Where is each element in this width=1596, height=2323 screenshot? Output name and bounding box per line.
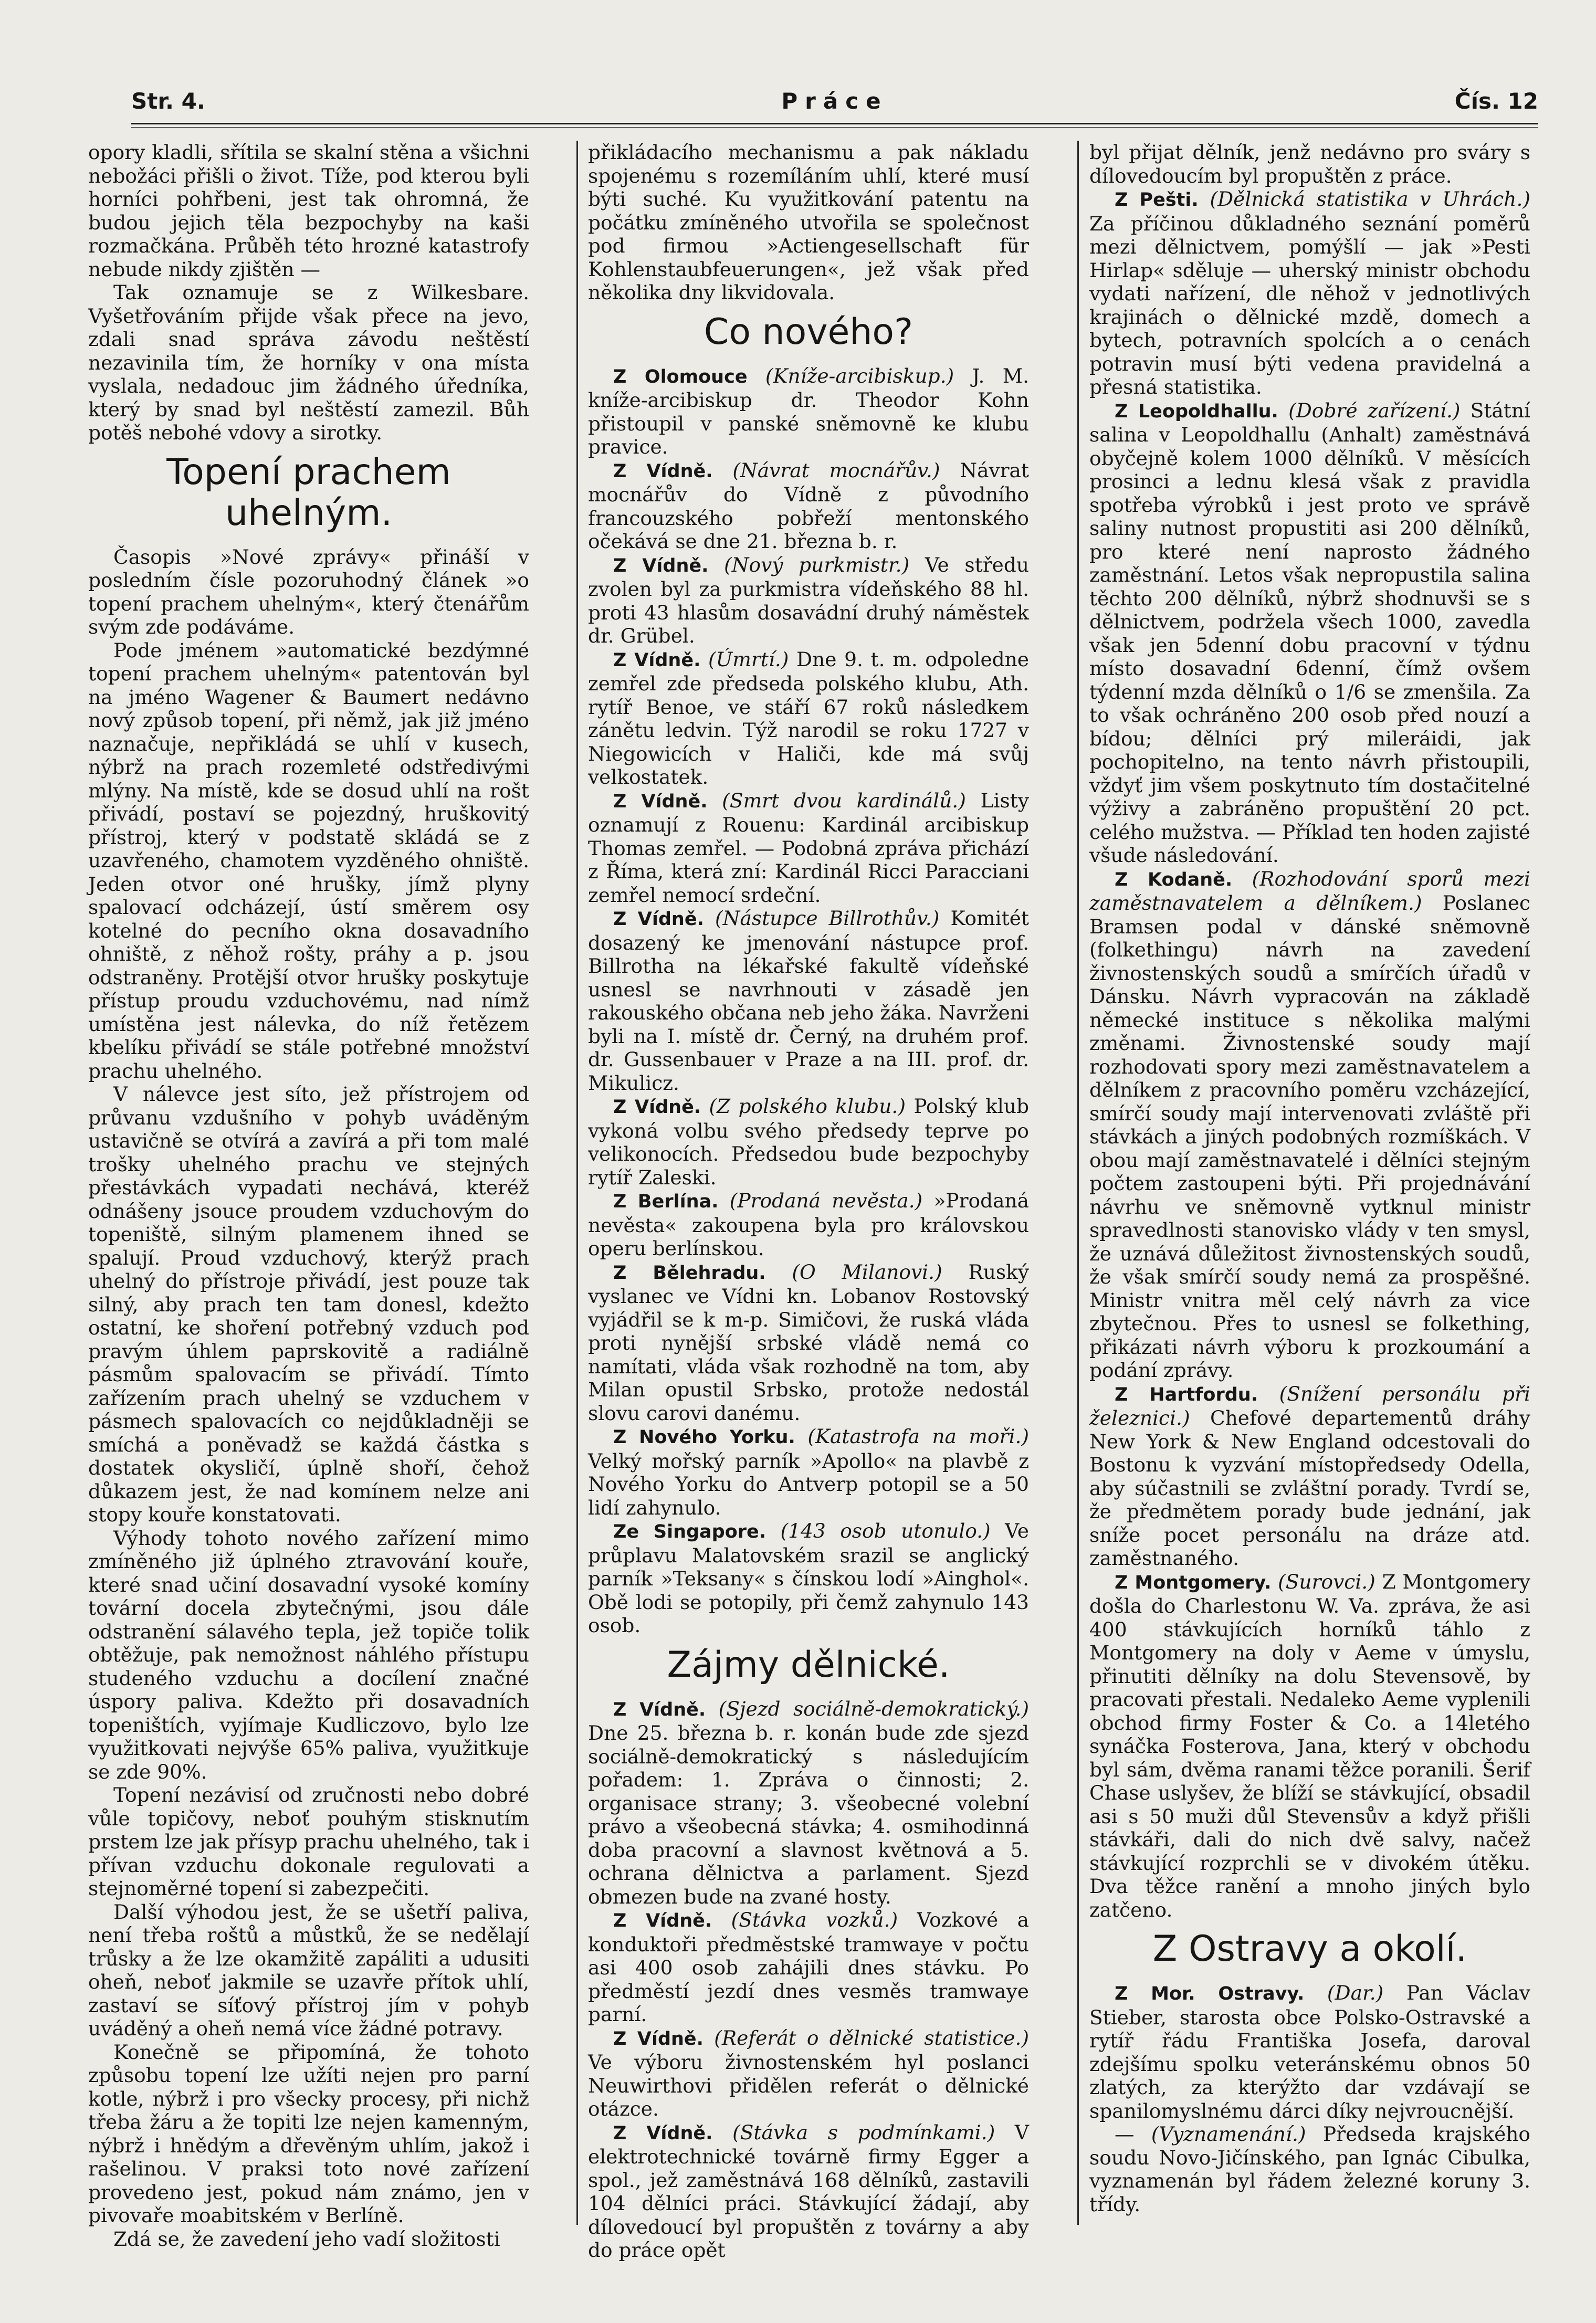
news-item: [588, 1908, 1029, 2026]
news-item: [588, 1189, 1029, 1260]
news-item: [1089, 1570, 1530, 1922]
news-subtitle: (Stávka s podmínkami.): [732, 2120, 995, 2144]
news-subtitle: (Úmrtí.): [708, 647, 789, 671]
news-place: Z Vídně.: [613, 555, 709, 576]
news-subtitle: (Dar.): [1327, 1981, 1384, 2004]
column-divider-2: [1077, 141, 1079, 2225]
news-subtitle: (Sjezd sociálně-demokratický.): [718, 1697, 1030, 1720]
news-text: Komitét dosazený ke jmenování nástupce prof. Billrotha na lékařské fakultě vídeňské usnesl se navrhnouti v zásadě jen rakouského občana neb jeho žáka. Navrženi byli na I. místě dr. Černý, na druhém prof. dr. Gussenbauer v Praze a na III. prof. dr. Mikulicz.: [588, 907, 1030, 1095]
news-item: [1089, 867, 1530, 1382]
news-text: Listy oznamují z Rouenu: Kardinál arcibiskup Thomas zemřel. — Podobná zpráva přichází z Říma, která zní: Kardinál Ricci Paracciani zemřel nemocí srdeční.: [588, 789, 1030, 907]
issue-number: Čís. 12: [1454, 88, 1538, 114]
news-text: Velký mořský parník »Apollo« na plavbě z Nového Yorku do Antverp potopil se a 50 lidí zahynulo.: [588, 1449, 1029, 1519]
paragraph: Další výhodou jest, že se ušetří paliva, není třeba roštů a můstků, že se nedělají trůsky a že lze okamžitě zapáliti a udusiti oheň, neboť jakmile se uzavře přítok uhlí, zastaví se síťový přístroj jím v pohyb uváděný a oheň nemá více žádné potravy.: [88, 1900, 529, 2040]
paragraph: Výhody tohoto nového zařízení mimo zmíněného již úplného ztravování kouře, které snad učiní dosavadní vysoké komíny tovární docela zbytečnými, jsou dále odstranění sálavého tepla, jež topiče tolik obtěžuje, pak nemožnost náhlého přístupu studeného vzduchu a docílení značné úspory paliva. Kdežto při dosavadních topeništích, vyjímaje Kudliczovo, bylo lze využitkovati nejvýše 65% paliva, využitkuje se zde 90%.: [88, 1526, 529, 1783]
news-list: [588, 364, 1029, 1637]
news-text: »Prodaná nevěsta« zakoupena byla pro královskou operu berlínskou.: [588, 1189, 1029, 1260]
news-place: Z Bělehradu.: [613, 1262, 766, 1284]
news-text: Ve průplavu Malatovském srazil se anglický parník »Teksany« s čínskou lodí »Ainghol«. Obě lodi se potopily, při čemž zahynulo 143 osob.: [588, 1519, 1030, 1637]
news-text: Ruský vyslanec ve Vídni kn. Lobanov Rostovský vyjádřil se k m-p. Simičovi, že ruská vláda proti nynější srbské vládě nemá co namítati, vláda však rozhodně na tom, aby Milan opustil Srbsko, protože nedostál slovu carovi danému.: [588, 1260, 1030, 1425]
paragraph: přikládacího mechanismu a pak nákladu spojenému s rozemíláním uhlí, které musí býti suché. Ku využitkování patentu na počátku zmíněného utvořila se společnost pod firmou »Actiengesellschaft für Kohlenstaubfeuerungen«, jež však před několika dny likvidovala.: [588, 141, 1029, 304]
news-item: [1089, 1382, 1530, 1570]
news-subtitle: (Návrat mocnářův.): [732, 458, 940, 482]
news-subtitle: (Dělnická statistika v Uhrách.): [1210, 187, 1531, 211]
news-subtitle: (Z polského klubu.): [709, 1095, 906, 1118]
news-text: Dne 9. t. m. odpoledne zemřel zde předseda polského klubu, Ath. rytíř Benoe, ve stáří 67 roků následkem zánětu ledvin. Týž narodil se roku 1727 v Niegowicích v Haliči, kde má svůj velkostatek.: [588, 647, 1030, 789]
article-heading: Topení prachem uhelným.: [166, 451, 451, 534]
news-subtitle: (Katastrofa na moři.): [807, 1425, 1030, 1448]
page-header: [131, 88, 1538, 120]
news-item: [1089, 1981, 1530, 2122]
news-place: Z Vídně.: [613, 1910, 712, 1931]
paragraph: Konečně se připomíná, že tohoto způsobu topení lze užíti nejen pro parní kotle, nýbrž i pro všecky procesy, při nichž třeba žáru a že topiti lze nejen kamenným, nýbrž i hnědým a dřevěným uhlím, jakož i rašelinou. V praksi toto nové zařízení provedeno jest, pokud nám známo, jen v pivovaře moabitském v Berlíně.: [88, 2040, 529, 2227]
news-subtitle: (Smrt dvou kardinálů.): [722, 789, 966, 812]
news-item: [1089, 2122, 1530, 2216]
news-item: [588, 1260, 1029, 1425]
news-place: Z Montgomery.: [1115, 1572, 1272, 1593]
header-rule-thick: [131, 123, 1538, 124]
news-text: V elektrotechnické továrně firmy Egger a spol., jež zaměstnává 168 dělníků, zastavili 104 dělníci práci. Stávkující žádají, aby dílovedoucí byl propuštěn z továrny a aby do práce opět: [588, 2120, 1029, 2262]
paragraph: opory kladli, sřítila se skalní stěna a všichni nebožáci přišli o život. Tíže, pod kterou byli horníci pohřbeni, jest tak ohromná, že budou jejich těla bezpochyby na kaši rozmačkána. Průběh této hrozné katastrofy nebude nikdy zjištěn —: [88, 141, 529, 281]
news-item: [588, 2026, 1029, 2121]
news-item: [588, 648, 1029, 789]
newspaper-title: Práce: [781, 88, 888, 114]
news-place: Z Nového Yorku.: [613, 1427, 795, 1448]
news-item: [1089, 399, 1530, 867]
news-place: Z Vídně.: [613, 460, 713, 482]
section-heading: Co nového?: [704, 311, 914, 353]
news-item: [588, 1697, 1029, 1909]
paragraph: Zdá se, že zavedení jeho vadí složitosti: [113, 2227, 500, 2251]
news-text: Za příčinou důkladného seznání poměrů mezi dělnictvem, pomýšlí — jak »Pesti Hirlap« sděluje — uherský ministr obchodu vydati nařízení, dle něhož v jednotlivých krajinách o dělnické mzdě, domech a bytech, potravních spolcích a o cenách potravin musí býti vedena pravidelná a přesná statistika.: [1089, 212, 1530, 398]
news-text: Polský klub vykoná volbu svého předsedy teprve po velikonocích. Předsedou bude bezpochyby rytíř Zaleski.: [588, 1095, 1030, 1189]
paragraph: Topení nezávisí od zručnosti nebo dobré vůle topičovy, neboť pouhým stisknutím prstem lze jak přísyp prachu uhelného, tak i přívan vzduchu dokonale regulovati a stejnoměrné topení si zabezpečiti.: [88, 1783, 529, 1900]
news-item: [588, 364, 1029, 459]
news-place: Z Kodaně.: [1115, 869, 1233, 890]
news-place: Ze Singapore.: [613, 1521, 766, 1542]
paragraph: Časopis »Nové zprávy« přináší v posledním čísle pozoruhodný článek »o topení prachem uhelným«, který čtenářům svým zde podáváme.: [88, 545, 529, 638]
news-text: Poslanec Bramsen podal v dánské sněmovně (folkethingu) návrh na zavedení živnostenských soudů a smírčích úřadů v Dánsku. Návrh vypracován na základě německé instituce s několika malými změnami. Živnostenské soudy mají rozhodovati spory mezi zaměstnavatelem a dělníkem z pracovního poměru vzcházející, smírčí soudy mají intervenovati zvláště při stávkách a jiných podobných rozmíškách. V obou mají zaměstnavatelé i dělníci stejným počtem zastoupeni býti. Při projednávání návrhu ve sněmovně vytknul ministr spravedlnosti stanovisko vlády v ten smysl, že uznává důležitost živnostenských soudů, že však smírčí soudy nemá za prospěšné. Ministr vnitra měl celý návrh za vice zbytečnou. Přes to usnesl se folkething, přikázati návrh výboru k prozkoumání a podání zprávy.: [1089, 891, 1531, 1382]
news-subtitle: (Nástupce Billrothův.): [715, 907, 940, 930]
news-subtitle: (Referát o dělnické statistice.): [714, 2026, 1029, 2049]
news-item: [588, 459, 1029, 553]
paragraph: V nálevce jest síto, jež přístrojem od průvanu vzdušního v pohyb uváděným ustavičně se otvírá a zavírá a při tom malé trošky uhelného prachu ve stejných přestávkách vypadati nechává, kteréž odnášeny jsouce proudem vzduchovým do topeniště, silným plamenem ihned se spalují. Proud vzduchový, kterýž prach uhelný do přístroje přivádí, jest pouze tak silný, aby prach ten tam donesl, kdežto ostatní, ke shoření potřebný vzduch pod pravým úhlem paprskovitě a radiálně pásmům spalovacím se přivádí. Tímto zařízením prach uhelný se vzduchem v pásmech spalovacích co nejdůkladněji se smíchá a poněvadž se každá částka s dostatek okysličí, úplně shoří, čehož důkazem jest, že nad komínem nelze ani stopy kouře konstatovati.: [88, 1082, 529, 1526]
news-place: Z Vídně.: [613, 791, 708, 812]
page-number: Str. 4.: [131, 88, 205, 114]
paragraph: byl přijat dělník, jenž nedávno pro sváry s dílovedoucím byl propuštěn z práce.: [1089, 141, 1530, 187]
news-place: Z Vídně.: [613, 909, 704, 930]
news-text: Dne 25. března b. r. konán bude zde sjezd sociálně-demokratický s následujícím pořadem: 1. Zpráva o činnosti; 2. organisace strany; 3. všeobecné volební právo a všeobecná stávka; 4. osmihodinná doba pracovní a slavnost květnová a 5. ochrana dělnictva a parlament. Sjezd obmezen bude na zvané hosty.: [588, 1721, 1029, 1908]
news-subtitle: (Vyznamenání.): [1151, 2122, 1306, 2146]
news-item: [588, 1095, 1029, 1189]
news-subtitle: (Prodaná nevěsta.): [729, 1189, 923, 1212]
news-subtitle: (O Milanovi.): [792, 1260, 942, 1284]
news-place: Z Vídně.: [613, 649, 701, 671]
news-text: Chefové departementů dráhy New York & New England odcestovali do Bostonu k vyzvání místopředsedy Odella, aby súčastnili se zvláštní porady. Tvrdí se, že předmětem porady bude jednání, jak sníže pocet personálu na dráze atd. zaměstnaného.: [1089, 1406, 1530, 1570]
news-item: [1089, 187, 1530, 399]
news-subtitle: (Dobré zařízení.): [1288, 398, 1461, 422]
news-text: J. M. kníže-arcibiskup dr. Theodor Kohn přistoupil v panské sněmovně ke klubu pravice.: [588, 364, 1030, 458]
paragraph: Tak oznamuje se z Wilkesbare. Vyšetřováním přijde však přece na jevo, zdali snad správa závodu neštěstí nezavinila tím, že horníky v ona místa vyslala, nedadouc jim žádného úředníka, který by snad byl neštěstí zamezil. Bůh potěš nebohé vdovy a sirotky.: [88, 281, 529, 444]
news-text: Státní salina v Leopoldhallu (Anhalt) zaměstnává obyčejně kolem 1000 dělníků. V měsících prosinci a lednu klesá však z pravidla spotřeba výrobků i jest proto ve správě saliny nutnost propustiti asi 200 dělníků, pro které není naprosto žádného zaměstnání. Letos však nepropustila salina těchto 200 dělníků, nýbrž shodnuvši se s dělnictvem, podržela všech 1000, zavedla však jen 5denní dobu pracovní v týdnu místo dosavadní 6denní, čímž ovšem týdenní mzda dělníků o 1/6 se zmenšila. Za to však ochráněno 200 osob před nouzí a bídou; dělníci prý mileráidi, jak pochopitelno, na tento návrh přistoupili, vždyť jim všem poskytnuto tím dostačitelné výživy a zabráněno propuštění 20 pct. celého mužstva. — Příklad ten hoden zajisté všude následování.: [1089, 398, 1531, 867]
news-place: Z Hartfordu.: [1115, 1384, 1258, 1405]
news-place: Z Vídně.: [613, 1097, 701, 1118]
section-heading: Z Ostravy a okolí.: [1152, 1928, 1467, 1970]
column-2: [588, 141, 1030, 2262]
news-item: [588, 1425, 1029, 1519]
news-item: [588, 1519, 1029, 1637]
news-subtitle: (Stávka vozků.): [731, 1908, 898, 1931]
news-text: Pan Václav Stieber, starosta obce Polsko-Ostravské a rytíř řádu Františka Josefa, daroval zdejšímu spolku veteránskému obnos 50 zlatých, za kterýžto dar vzdávají se spanilomyslnému dárci díky nejvroucnější.: [1089, 1981, 1530, 2122]
news-subtitle: (Rozhodování sporů mezi zaměstnavatelem a dělníkem.): [1089, 867, 1530, 915]
news-place: Z Olomouce: [613, 366, 748, 387]
paragraph: Pode jménem »automatické bezdýmné topení prachem uhelným« patentován byl na jméno Wagener & Baumert nedávno nový způsob topení, při němž, jak již jméno naznačuje, nepřikládá se uhlí v kusech, nýbrž na prach rozemleté odstředivými mlýny. Na místě, kde se dosud uhlí na rošt přivádí, postaví se pojezdný, hruškovitý přístroj, který v podstatě skládá se z uzavřeného, chamotem vyzděného ohniště. Jeden otvor oné hrušky, jímž plyny spalovací odcházejí, ústí směrem osy kotelné do pecního okna dosavadního ohniště, z něhož rošty, práhy a p. jsou odstraněny. Protější otvor hrušky poskytuje přístup proudu vzduchovému, nad nímž umístěna jest nálevka, do níž řetězem kbelíku přivádí se stále potřebné množství prachu uhelného.: [88, 638, 529, 1082]
labor-list: [588, 1697, 1029, 2262]
news-place: Z Vídně.: [613, 2122, 713, 2144]
column-3: [1089, 141, 1530, 2241]
column-divider-1: [576, 141, 578, 2225]
news-place: Z Pešti.: [1115, 190, 1199, 211]
news-text: Předseda krajského soudu Novo-Jičínského, pan Ignác Cibulka, vyznamenán byl řádem železné koruny 3. třídy.: [1089, 2122, 1530, 2216]
news-place: Z Vídně.: [613, 1699, 706, 1720]
news-item: [588, 907, 1029, 1095]
section-heading: Zájmy dělnické.: [667, 1644, 950, 1686]
news-subtitle: (143 osob utonulo.): [780, 1519, 991, 1542]
news-subtitle: (Nový purkmistr.): [724, 553, 910, 576]
news-text: Vozkové a konduktoři předměstské tramwaye v počtu asi 400 osob zahájili dnes stávku. Po předměstí jezdí dnes vesměs tramwaye parní.: [588, 1908, 1030, 2026]
news-text: Návrat mocnářův do Vídně z původního francouzského pobřeží mentonského očekává se dne 21. března b. r.: [588, 458, 1029, 553]
news-text: Z Montgomery došla do Charlestonu W. Va. zpráva, že asi 400 stávkujících horníků táhlo z Montgomery na doly v Aeme v úmyslu, přinutiti dělníky na dolu Stevensově, by pracovati přestali. Nedaleko Aeme vyplenili obchod firmy Foster & Co. a 14letého synáčka Fosterova, Jana, který v obchodu byl sám, dvěma ranami těžce poranili. Šerif Chase uslyšev, že blíží se stávkující, obsadil asi s 50 muži důl Stevensův a když přišli stávkáři, dali do nich dvě salvy, načež stávkující rozprchli se v divokém útěku. Dva těžce ranění a mnoho jiných bylo zatčeno.: [1089, 1570, 1530, 1921]
column-1: [88, 141, 529, 2251]
news-item: [588, 2121, 1029, 2262]
news-text: Ve středu zvolen byl za purkmistra vídeňského 88 hl. proti 43 hlasům dosavádní druhý náměstek dr. Grübel.: [588, 553, 1030, 647]
news-place: Z Vídně.: [613, 2028, 704, 2049]
news-subtitle: (Kníže-arcibiskup.): [765, 364, 954, 387]
news-subtitle: (Surovci.): [1278, 1570, 1376, 1593]
news-place: —: [1115, 2122, 1135, 2146]
news-subtitle: (Snížení personálu při železnici.): [1089, 1382, 1530, 1429]
news-place: Z Mor. Ostravy.: [1115, 1983, 1305, 2004]
header-rule-thin: [131, 127, 1538, 128]
news-place: Z Berlína.: [613, 1191, 719, 1212]
news-item: [588, 789, 1029, 907]
news-place: Z Leopoldhallu.: [1115, 401, 1278, 422]
news-text: Ve výboru živnostenském hyl poslanci Neuwirthovi přidělen referát o dělnické otázce.: [588, 2051, 1029, 2120]
news-item: [588, 553, 1029, 648]
